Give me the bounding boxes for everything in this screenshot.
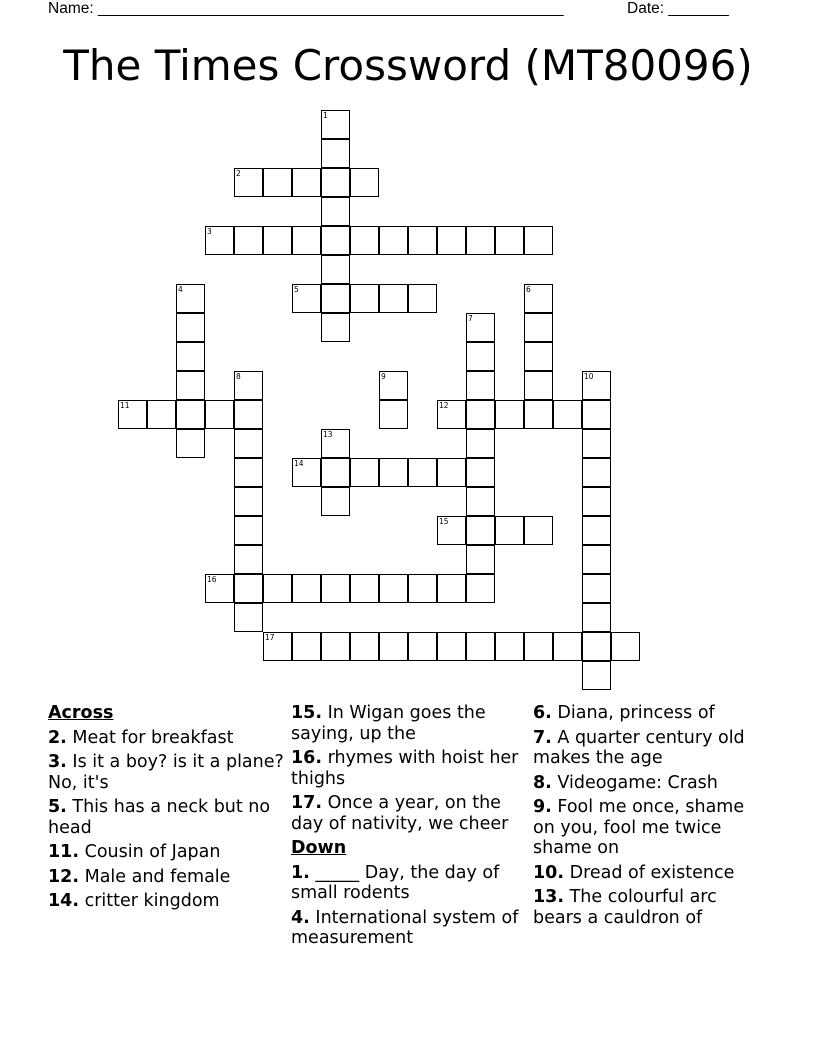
grid-cell[interactable] (321, 429, 350, 458)
grid-cell[interactable] (350, 226, 379, 255)
date-line[interactable]: Date: _______ (627, 0, 729, 17)
grid-cell[interactable] (495, 516, 524, 545)
clue-across-2: 2. Meat for breakfast (48, 727, 234, 748)
grid-cell[interactable] (582, 516, 611, 545)
clue-down-1: 1. _____ Day, the day of small rodents (291, 862, 500, 903)
grid-cell[interactable] (524, 400, 553, 429)
cell-number: 3 (207, 227, 212, 236)
grid-cell[interactable] (205, 400, 234, 429)
grid-cell[interactable] (234, 574, 263, 603)
grid-cell[interactable] (466, 516, 495, 545)
grid-cell[interactable] (379, 226, 408, 255)
grid-cell[interactable] (524, 284, 553, 313)
grid-cell[interactable] (379, 400, 408, 429)
grid-cell[interactable] (234, 603, 263, 632)
grid-cell[interactable] (466, 342, 495, 371)
across-heading: Across (48, 703, 114, 723)
clue-across-14: 14. critter kingdom (48, 891, 220, 911)
grid-cell[interactable] (321, 197, 350, 226)
grid-cell[interactable] (408, 632, 437, 661)
clue-across-17: 17. Once a year, on the day of nativity, we cheer (291, 793, 509, 834)
grid-cell[interactable] (582, 632, 611, 661)
clue-down-6: 6. Diana, princess of (533, 703, 715, 723)
cell-number: 6 (526, 285, 531, 294)
clue-across-5: 5. This has a neck but no head (48, 797, 271, 838)
grid-cell[interactable] (582, 371, 611, 400)
puzzle-title: The Times Crossword (MT80096) (63, 41, 753, 90)
grid-cell[interactable] (524, 632, 553, 661)
grid-cell[interactable] (582, 661, 611, 690)
grid-cell[interactable] (176, 400, 205, 429)
grid-cell[interactable] (408, 458, 437, 487)
grid-cell[interactable] (466, 226, 495, 255)
cell-number: 1 (323, 111, 328, 120)
grid-cell[interactable] (524, 226, 553, 255)
cell-number: 12 (439, 401, 449, 410)
grid-cell[interactable] (321, 226, 350, 255)
grid-cell[interactable] (321, 458, 350, 487)
grid-cell[interactable] (234, 516, 263, 545)
clue-across-11: 11. Cousin of Japan (48, 842, 221, 862)
grid-cell[interactable] (292, 168, 321, 197)
cell-number: 5 (294, 285, 299, 294)
grid-cell[interactable] (524, 371, 553, 400)
grid-cell[interactable] (437, 226, 466, 255)
grid-cell[interactable] (582, 429, 611, 458)
grid-cell[interactable] (321, 632, 350, 661)
clues-column-1 (48, 703, 284, 916)
cell-number: 15 (439, 517, 449, 526)
grid-cell[interactable] (234, 545, 263, 574)
grid-cell[interactable] (582, 400, 611, 429)
clue-across-15: 15. In Wigan goes the saying, up the (291, 703, 486, 744)
grid-cell[interactable] (118, 400, 147, 429)
grid-cell[interactable] (437, 574, 466, 603)
grid-cell[interactable] (292, 574, 321, 603)
grid-cell[interactable] (292, 226, 321, 255)
grid-cell[interactable] (466, 371, 495, 400)
grid-cell[interactable] (379, 284, 408, 313)
clues-column-2 (291, 703, 527, 953)
grid-cell[interactable] (553, 400, 582, 429)
grid-cell[interactable] (234, 226, 263, 255)
grid-cell[interactable] (263, 574, 292, 603)
grid-cell[interactable] (321, 255, 350, 284)
grid-cell[interactable] (408, 226, 437, 255)
grid-cell[interactable] (524, 313, 553, 342)
grid-cell[interactable] (292, 284, 321, 313)
grid-cell[interactable] (263, 632, 292, 661)
grid-cell[interactable] (147, 400, 176, 429)
clue-down-8: 8. Videogame: Crash (533, 772, 718, 793)
grid-cell[interactable] (176, 371, 205, 400)
cell-number: 13 (323, 430, 333, 439)
clues-column-3 (533, 703, 769, 932)
cell-number: 11 (120, 401, 130, 410)
grid-cell[interactable] (466, 400, 495, 429)
grid-cell[interactable] (495, 632, 524, 661)
name-line[interactable]: Name: ______________________________________________________ (48, 0, 564, 17)
grid-cell[interactable] (321, 284, 350, 313)
grid-cell[interactable] (292, 632, 321, 661)
grid-cell[interactable] (437, 400, 466, 429)
grid-cell[interactable] (495, 400, 524, 429)
grid-cell[interactable] (350, 632, 379, 661)
grid-cell[interactable] (234, 487, 263, 516)
grid-cell[interactable] (176, 284, 205, 313)
grid-cell[interactable] (524, 342, 553, 371)
grid-cell[interactable] (553, 632, 582, 661)
grid-cell[interactable] (234, 371, 263, 400)
grid-cell[interactable] (263, 226, 292, 255)
grid-cell[interactable] (437, 632, 466, 661)
grid-cell[interactable] (524, 516, 553, 545)
clue-down-9: 9. Fool me once, shame on you, fool me twice shame on (533, 797, 745, 858)
grid-cell[interactable] (263, 168, 292, 197)
clue-across-12: 12. Male and female (48, 866, 231, 887)
grid-cell[interactable] (321, 110, 350, 139)
grid-cell[interactable] (176, 429, 205, 458)
grid-cell[interactable] (234, 168, 263, 197)
grid-cell[interactable] (466, 458, 495, 487)
cell-number: 10 (584, 372, 594, 381)
grid-cell[interactable] (582, 574, 611, 603)
cell-number: 16 (207, 575, 217, 584)
grid-cell[interactable] (350, 284, 379, 313)
grid-cell[interactable] (582, 603, 611, 632)
cell-number: 2 (236, 169, 241, 178)
grid-cell[interactable] (437, 516, 466, 545)
clue-across-3: 3. Is it a boy? is it a plane? No, it's (48, 752, 284, 793)
grid-cell[interactable] (379, 632, 408, 661)
clue-down-10: 10. Dread of existence (533, 862, 735, 883)
grid-cell[interactable] (292, 458, 321, 487)
grid-cell[interactable] (321, 487, 350, 516)
grid-cell[interactable] (350, 574, 379, 603)
grid-cell[interactable] (234, 429, 263, 458)
grid-cell[interactable] (408, 574, 437, 603)
clue-down-13: 13. The colourful arc bears a cauldron of (533, 887, 717, 928)
clue-across-16: 16. rhymes with hoist her thighs (291, 748, 519, 789)
grid-cell[interactable] (350, 168, 379, 197)
grid-cell[interactable] (321, 139, 350, 168)
grid-cell[interactable] (379, 371, 408, 400)
grid-cell[interactable] (234, 458, 263, 487)
grid-cell[interactable] (466, 545, 495, 574)
grid-cell[interactable] (408, 284, 437, 313)
grid-cell[interactable] (176, 342, 205, 371)
grid-cell[interactable] (321, 574, 350, 603)
grid-cell[interactable] (582, 487, 611, 516)
down-heading: Down (291, 838, 347, 858)
grid-cell[interactable] (466, 429, 495, 458)
cell-number: 9 (381, 372, 386, 381)
cell-number: 4 (178, 285, 183, 294)
grid-cell[interactable] (437, 458, 466, 487)
grid-cell[interactable] (466, 487, 495, 516)
grid-cell[interactable] (379, 574, 408, 603)
grid-cell[interactable] (611, 632, 640, 661)
grid-cell[interactable] (350, 458, 379, 487)
grid-cell[interactable] (466, 632, 495, 661)
cell-number: 14 (294, 459, 304, 468)
grid-cell[interactable] (321, 168, 350, 197)
cell-number: 17 (265, 633, 275, 642)
grid-cell[interactable] (205, 574, 234, 603)
grid-cell[interactable] (234, 400, 263, 429)
grid-cell[interactable] (205, 226, 234, 255)
grid-cell[interactable] (466, 313, 495, 342)
clue-down-4: 4. International system of measurement (291, 907, 519, 948)
grid-cell[interactable] (466, 574, 495, 603)
grid-cell[interactable] (379, 458, 408, 487)
grid-cell[interactable] (176, 313, 205, 342)
cell-number: 7 (468, 314, 473, 323)
cell-number: 8 (236, 372, 241, 381)
grid-cell[interactable] (495, 226, 524, 255)
clue-down-7: 7. A quarter century old makes the age (533, 727, 745, 768)
grid-cell[interactable] (582, 545, 611, 574)
grid-cell[interactable] (582, 458, 611, 487)
grid-cell[interactable] (321, 313, 350, 342)
